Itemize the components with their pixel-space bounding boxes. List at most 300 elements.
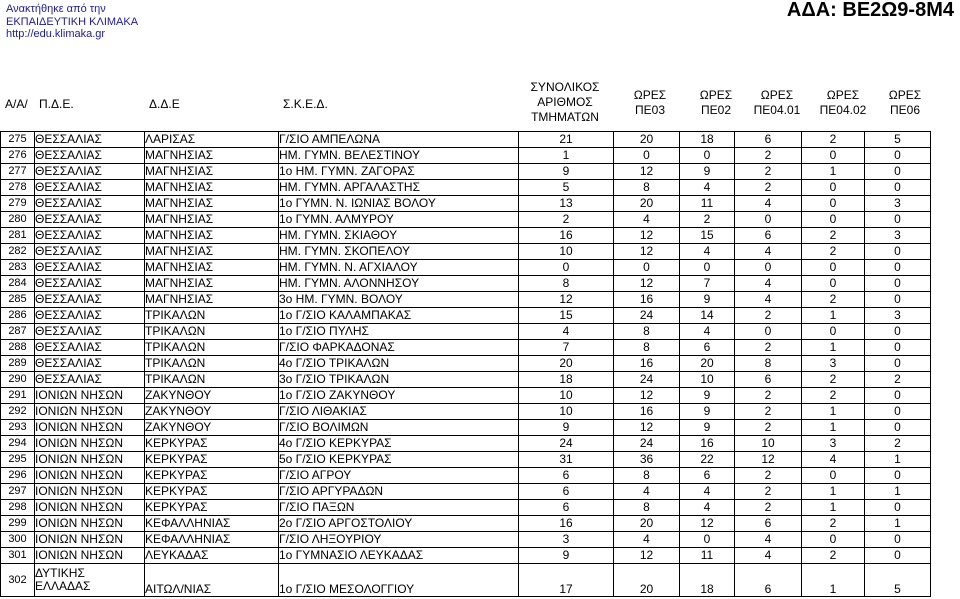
dde-cell: ΤΡΙΚΑΛΩΝ [145, 324, 279, 340]
pe03-cell: 12 [614, 420, 680, 436]
school-cell: 1ο Γ/ΣΙΟ ΖΑΚΥΝΘΟΥ [279, 388, 519, 404]
row-number: 281 [1, 228, 35, 244]
pe0402-cell: 1 [802, 500, 865, 516]
dde-cell: ΖΑΚΥΝΘΟΥ [145, 388, 279, 404]
pe02-cell: 11 [680, 548, 735, 564]
pde-cell: ΘΕΣΣΑΛΙΑΣ [35, 292, 145, 308]
pde-line: ΕΛΛΑΔΑΣ [35, 579, 91, 593]
row-number: 291 [1, 388, 35, 404]
pe02-cell: 4 [680, 484, 735, 500]
table-row [1, 228, 931, 244]
pe02-cell: 9 [680, 388, 735, 404]
pe0402-cell: 4 [802, 452, 865, 468]
pde-cell: ΘΕΣΣΑΛΙΑΣ [35, 356, 145, 372]
pe0401-cell: 2 [735, 500, 802, 516]
total-cell: 10 [519, 404, 614, 420]
pe02-cell: 10 [680, 372, 735, 388]
pe06-cell: 0 [865, 468, 931, 484]
total-cell: 2 [519, 212, 614, 228]
table-row [1, 212, 931, 228]
pe02-cell: 9 [680, 404, 735, 420]
pe02-cell: 12 [680, 516, 735, 532]
pe02-cell: 18 [680, 132, 735, 148]
header-label: ΩΡΕΣ [826, 88, 860, 102]
total-cell: 10 [519, 388, 614, 404]
watermark-line: ΕΚΠΑΙΔΕΥΤΙΚΗ ΚΛΙΜΑΚΑ [6, 15, 139, 28]
total-cell: 1 [519, 148, 614, 164]
dde-cell: ΚΕΡΚΥΡΑΣ [145, 484, 279, 500]
total-cell: 9 [519, 548, 614, 564]
school-cell: Γ/ΣΙΟ ΛΙΘΑΚΙΑΣ [279, 404, 519, 420]
total-cell: 17 [519, 564, 614, 597]
row-number: 288 [1, 340, 35, 356]
total-cell: 4 [519, 324, 614, 340]
pe0401-cell: 4 [735, 532, 802, 548]
pe0402-cell: 0 [802, 468, 865, 484]
pe0401-cell: 2 [735, 148, 802, 164]
table-row [1, 564, 931, 597]
pe0402-cell: 1 [802, 484, 865, 500]
total-cell: 18 [519, 372, 614, 388]
pe02-cell: 20 [680, 356, 735, 372]
dde-cell: ΚΕΦΑΛΛΗΝΙΑΣ [145, 516, 279, 532]
table-row [1, 276, 931, 292]
pe03-cell: 12 [614, 244, 680, 260]
pe02-cell: 2 [680, 212, 735, 228]
table-row [1, 340, 931, 356]
pe0401-cell: 2 [735, 388, 802, 404]
header-pe0401 [748, 88, 806, 118]
pe0401-cell: 2 [735, 404, 802, 420]
school-cell: Γ/ΣΙΟ ΑΡΓΥΡΑΔΩΝ [279, 484, 519, 500]
row-number: 287 [1, 324, 35, 340]
pe06-cell: 0 [865, 148, 931, 164]
pe0401-cell: 0 [735, 324, 802, 340]
pe03-cell: 16 [614, 404, 680, 420]
pde-cell: ΙΟΝΙΩΝ ΝΗΣΩΝ [35, 436, 145, 452]
pde-cell: ΙΟΝΙΩΝ ΝΗΣΩΝ [35, 468, 145, 484]
pe06-cell: 1 [865, 516, 931, 532]
pe0402-cell: 0 [802, 276, 865, 292]
school-cell: ΗΜ. ΓΥΜΝ. ΣΚΙΑΘΟΥ [279, 228, 519, 244]
header-dde: Δ.Δ.Ε [149, 97, 180, 111]
row-number: 279 [1, 196, 35, 212]
total-cell: 20 [519, 356, 614, 372]
dde-cell: ΜΑΓΝΗΣΙΑΣ [145, 196, 279, 212]
pe06-cell: 2 [865, 372, 931, 388]
header-total-line: ΤΜΗΜΑΤΩΝ [531, 110, 599, 124]
dde-cell: ΜΑΓΝΗΣΙΑΣ [145, 228, 279, 244]
pe0401-cell: 6 [735, 516, 802, 532]
pe06-cell: 0 [865, 260, 931, 276]
pde-cell: ΘΕΣΣΑΛΙΑΣ [35, 308, 145, 324]
pe0401-cell: 2 [735, 420, 802, 436]
school-cell: 4ο Γ/ΣΙΟ ΤΡΙΚΑΛΩΝ [279, 356, 519, 372]
dde-cell: ΜΑΓΝΗΣΙΑΣ [145, 212, 279, 228]
pe03-cell: 0 [614, 148, 680, 164]
total-cell: 9 [519, 420, 614, 436]
row-number: 295 [1, 452, 35, 468]
table-row [1, 244, 931, 260]
row-number: 297 [1, 484, 35, 500]
pe0402-cell: 0 [802, 180, 865, 196]
total-cell: 5 [519, 180, 614, 196]
dde-cell: ΤΡΙΚΑΛΩΝ [145, 356, 279, 372]
total-cell: 7 [519, 340, 614, 356]
table-row [1, 468, 931, 484]
watermark-link[interactable]: http://edu.klimaka.gr [6, 28, 106, 40]
row-number: 276 [1, 148, 35, 164]
pe06-cell: 0 [865, 420, 931, 436]
school-cell: 4ο Γ/ΣΙΟ ΚΕΡΚΥΡΑΣ [279, 436, 519, 452]
pe06-cell: 5 [865, 132, 931, 148]
dde-cell: ΤΡΙΚΑΛΩΝ [145, 308, 279, 324]
header-pde: Π.Δ.Ε. [39, 97, 74, 111]
school-cell: Γ/ΣΙΟ ΦΑΡΚΑΔΟΝΑΣ [279, 340, 519, 356]
header-label: ΠΕ03 [634, 103, 666, 117]
pe06-cell: 0 [865, 388, 931, 404]
school-cell: 1ο ΓΥΜΝ. ΑΛΜΥΡΟΥ [279, 212, 519, 228]
table-row [1, 500, 931, 516]
pe0402-cell: 1 [802, 420, 865, 436]
school-cell: ΗΜ. ΓΥΜΝ. ΑΡΓΑΛΑΣΤΗΣ [279, 180, 519, 196]
pe0401-cell: 4 [735, 276, 802, 292]
header-label: ΩΡΕΣ [633, 88, 667, 102]
pe06-cell: 3 [865, 308, 931, 324]
header-total-line: ΑΡΙΘΜΟΣ [537, 95, 593, 109]
pe02-cell: 11 [680, 196, 735, 212]
pe02-cell: 0 [680, 148, 735, 164]
pe02-cell: 0 [680, 532, 735, 548]
header-label: ΠΕ04.01 [753, 103, 801, 117]
dde-cell: ΜΑΓΝΗΣΙΑΣ [145, 292, 279, 308]
pe0401-cell: 6 [735, 372, 802, 388]
pe0402-cell: 1 [802, 404, 865, 420]
row-number: 284 [1, 276, 35, 292]
pe0402-cell: 3 [802, 436, 865, 452]
pe02-cell: 7 [680, 276, 735, 292]
pe02-cell: 0 [680, 260, 735, 276]
header-aa: Α/Α/ [5, 97, 28, 111]
pe03-cell: 16 [614, 292, 680, 308]
pe03-cell: 24 [614, 372, 680, 388]
header-label: ΩΡΕΣ [699, 88, 733, 102]
table-row [1, 420, 931, 436]
table-row [1, 180, 931, 196]
pe06-cell: 0 [865, 356, 931, 372]
row-number: 280 [1, 212, 35, 228]
pe02-cell: 22 [680, 452, 735, 468]
pe02-cell: 6 [680, 468, 735, 484]
header-pe03 [625, 88, 675, 118]
pe06-cell: 3 [865, 196, 931, 212]
dde-cell: ΜΑΓΝΗΣΙΑΣ [145, 164, 279, 180]
table-row [1, 436, 931, 452]
pde-cell: ΘΕΣΣΑΛΙΑΣ [35, 196, 145, 212]
pe03-cell: 4 [614, 484, 680, 500]
pde-cell: ΙΟΝΙΩΝ ΝΗΣΩΝ [35, 420, 145, 436]
pe0401-cell: 10 [735, 436, 802, 452]
row-number: 301 [1, 548, 35, 564]
pe0401-cell: 2 [735, 308, 802, 324]
pde-cell [35, 564, 145, 597]
total-cell: 15 [519, 308, 614, 324]
pe06-cell: 0 [865, 164, 931, 180]
pe0401-cell: 2 [735, 164, 802, 180]
pe03-cell: 20 [614, 516, 680, 532]
pe06-cell: 0 [865, 244, 931, 260]
dde-cell: ΖΑΚΥΝΘΟΥ [145, 420, 279, 436]
pde-cell: ΘΕΣΣΑΛΙΑΣ [35, 132, 145, 148]
pe0402-cell: 2 [802, 292, 865, 308]
pe03-cell: 12 [614, 548, 680, 564]
pe0402-cell: 0 [802, 260, 865, 276]
row-number: 296 [1, 468, 35, 484]
dde-cell: ΜΑΓΝΗΣΙΑΣ [145, 260, 279, 276]
pde-cell: ΙΟΝΙΩΝ ΝΗΣΩΝ [35, 452, 145, 468]
pe0402-cell: 2 [802, 132, 865, 148]
dde-cell: ΤΡΙΚΑΛΩΝ [145, 372, 279, 388]
dde-cell: ΑΙΤΩΛ/ΝΙΑΣ [145, 564, 279, 597]
pde-cell: ΘΕΣΣΑΛΙΑΣ [35, 180, 145, 196]
pe03-cell: 8 [614, 500, 680, 516]
pde-cell: ΙΟΝΙΩΝ ΝΗΣΩΝ [35, 484, 145, 500]
dde-cell: ΜΑΓΝΗΣΙΑΣ [145, 148, 279, 164]
pe0402-cell: 3 [802, 356, 865, 372]
table-row [1, 388, 931, 404]
school-cell: Γ/ΣΙΟ ΒΟΛΙΜΩΝ [279, 420, 519, 436]
pe03-cell: 8 [614, 468, 680, 484]
pe02-cell: 9 [680, 420, 735, 436]
table-row [1, 164, 931, 180]
pe0401-cell: 4 [735, 548, 802, 564]
dde-cell: ΚΕΡΚΥΡΑΣ [145, 436, 279, 452]
dde-cell: ΤΡΙΚΑΛΩΝ [145, 340, 279, 356]
dde-cell: ΜΑΓΝΗΣΙΑΣ [145, 276, 279, 292]
pde-cell: ΘΕΣΣΑΛΙΑΣ [35, 276, 145, 292]
school-cell: 3ο Γ/ΣΙΟ ΤΡΙΚΑΛΩΝ [279, 372, 519, 388]
pde-cell: ΙΟΝΙΩΝ ΝΗΣΩΝ [35, 516, 145, 532]
dde-cell: ΚΕΡΚΥΡΑΣ [145, 468, 279, 484]
pe06-cell: 0 [865, 548, 931, 564]
pde-cell: ΙΟΝΙΩΝ ΝΗΣΩΝ [35, 532, 145, 548]
table-row [1, 292, 931, 308]
pe0402-cell: 2 [802, 388, 865, 404]
pde-line: ΔΥΤΙΚΗΣ [35, 566, 85, 580]
table-row [1, 372, 931, 388]
table-row [1, 132, 931, 148]
school-cell: Γ/ΣΙΟ ΑΓΡΟΥ [279, 468, 519, 484]
school-cell: 1ο ΓΥΜΝ. Ν. ΙΩΝΙΑΣ ΒΟΛΟΥ [279, 196, 519, 212]
header-label: ΩΡΕΣ [888, 88, 922, 102]
pe03-cell: 36 [614, 452, 680, 468]
pe0402-cell: 1 [802, 340, 865, 356]
pe06-cell: 3 [865, 228, 931, 244]
pde-cell: ΘΕΣΣΑΛΙΑΣ [35, 244, 145, 260]
pe02-cell: 14 [680, 308, 735, 324]
pe0402-cell: 0 [802, 196, 865, 212]
pe0401-cell: 6 [735, 228, 802, 244]
pde-cell: ΘΕΣΣΑΛΙΑΣ [35, 260, 145, 276]
pe03-cell: 4 [614, 532, 680, 548]
school-cell: ΗΜ. ΓΥΜΝ. Ν. ΑΓΧΙΑΛΟΥ [279, 260, 519, 276]
pe03-cell: 12 [614, 276, 680, 292]
pe06-cell: 2 [865, 436, 931, 452]
pe0402-cell: 1 [802, 308, 865, 324]
watermark-block [6, 3, 138, 41]
pe02-cell: 4 [680, 180, 735, 196]
pe0402-cell: 2 [802, 244, 865, 260]
pde-cell: ΘΕΣΣΑΛΙΑΣ [35, 228, 145, 244]
school-cell: ΗΜ. ΓΥΜΝ. ΣΚΟΠΕΛΟΥ [279, 244, 519, 260]
row-number: 292 [1, 404, 35, 420]
row-number: 294 [1, 436, 35, 452]
table-row [1, 308, 931, 324]
pe0402-cell: 2 [802, 228, 865, 244]
schools-table [0, 131, 931, 597]
total-cell: 9 [519, 164, 614, 180]
school-cell: 2ο Γ/ΣΙΟ ΑΡΓΟΣΤΟΛΙΟΥ [279, 516, 519, 532]
total-cell: 6 [519, 500, 614, 516]
row-number: 293 [1, 420, 35, 436]
pe0402-cell: 2 [802, 372, 865, 388]
pe06-cell: 0 [865, 212, 931, 228]
pe0401-cell: 8 [735, 356, 802, 372]
table-row [1, 356, 931, 372]
dde-cell: ΚΕΡΚΥΡΑΣ [145, 500, 279, 516]
row-number: 275 [1, 132, 35, 148]
pe03-cell: 12 [614, 228, 680, 244]
pe0401-cell: 4 [735, 292, 802, 308]
pe0401-cell: 2 [735, 340, 802, 356]
row-number: 285 [1, 292, 35, 308]
school-cell: 1ο Γ/ΣΙΟ ΜΕΣΟΛΟΓΓΙΟΥ [279, 564, 519, 597]
pe06-cell: 0 [865, 532, 931, 548]
pe06-cell: 0 [865, 340, 931, 356]
pe03-cell: 24 [614, 308, 680, 324]
pe03-cell: 0 [614, 260, 680, 276]
row-number: 289 [1, 356, 35, 372]
pde-cell: ΘΕΣΣΑΛΙΑΣ [35, 372, 145, 388]
row-number: 277 [1, 164, 35, 180]
pde-cell: ΘΕΣΣΑΛΙΑΣ [35, 164, 145, 180]
total-cell: 6 [519, 484, 614, 500]
table-header [0, 72, 960, 124]
pe0401-cell: 12 [735, 452, 802, 468]
header-pe02 [691, 88, 741, 118]
total-cell: 24 [519, 436, 614, 452]
total-cell: 16 [519, 516, 614, 532]
pe02-cell: 9 [680, 164, 735, 180]
dde-cell: ΛΕΥΚΑΔΑΣ [145, 548, 279, 564]
row-number: 290 [1, 372, 35, 388]
pe06-cell: 0 [865, 324, 931, 340]
pe0402-cell: 2 [802, 548, 865, 564]
pde-cell: ΘΕΣΣΑΛΙΑΣ [35, 148, 145, 164]
pe0401-cell: 4 [735, 196, 802, 212]
pe0401-cell: 6 [735, 564, 802, 597]
pe06-cell: 1 [865, 452, 931, 468]
pe0402-cell: 0 [802, 212, 865, 228]
dde-cell: ΜΑΓΝΗΣΙΑΣ [145, 244, 279, 260]
pe06-cell: 0 [865, 276, 931, 292]
pde-cell: ΙΟΝΙΩΝ ΝΗΣΩΝ [35, 404, 145, 420]
pe02-cell: 18 [680, 564, 735, 597]
pe02-cell: 9 [680, 292, 735, 308]
school-cell: 1ο Γ/ΣΙΟ ΠΥΛΗΣ [279, 324, 519, 340]
pde-cell: ΙΟΝΙΩΝ ΝΗΣΩΝ [35, 500, 145, 516]
pe03-cell: 8 [614, 324, 680, 340]
pe0402-cell: 0 [802, 148, 865, 164]
header-label: ΠΕ04.02 [819, 103, 867, 117]
row-number: 278 [1, 180, 35, 196]
pe0402-cell: 0 [802, 532, 865, 548]
total-cell: 10 [519, 244, 614, 260]
pde-cell: ΘΕΣΣΑΛΙΑΣ [35, 340, 145, 356]
table-row [1, 260, 931, 276]
header-label: ΠΕ02 [700, 103, 732, 117]
dde-cell: ΚΕΡΚΥΡΑΣ [145, 452, 279, 468]
pe0402-cell: 1 [802, 564, 865, 597]
header-total [520, 80, 610, 125]
pde-cell: ΙΟΝΙΩΝ ΝΗΣΩΝ [35, 388, 145, 404]
pe03-cell: 8 [614, 180, 680, 196]
dde-cell: ΜΑΓΝΗΣΙΑΣ [145, 180, 279, 196]
pe06-cell: 5 [865, 564, 931, 597]
header-total-line: ΣΥΝΟΛΙΚΟΣ [530, 80, 600, 94]
school-cell: 5ο Γ/ΣΙΟ ΚΕΡΚΥΡΑΣ [279, 452, 519, 468]
school-cell: 1ο Γ/ΣΙΟ ΚΑΛΑΜΠΑΚΑΣ [279, 308, 519, 324]
pde-cell: ΙΟΝΙΩΝ ΝΗΣΩΝ [35, 548, 145, 564]
pe03-cell: 12 [614, 164, 680, 180]
dde-cell: ΚΕΦΑΛΛΗΝΙΑΣ [145, 532, 279, 548]
pde-cell: ΘΕΣΣΑΛΙΑΣ [35, 324, 145, 340]
pe0401-cell: 2 [735, 484, 802, 500]
school-cell: 1ο ΓΥΜΝΑΣΙΟ ΛΕΥΚΑΔΑΣ [279, 548, 519, 564]
table-row [1, 452, 931, 468]
header-label: ΩΡΕΣ [760, 88, 794, 102]
pe03-cell: 20 [614, 564, 680, 597]
dde-cell: ΛΑΡΙΣΑΣ [145, 132, 279, 148]
table-row [1, 324, 931, 340]
total-cell: 21 [519, 132, 614, 148]
pde-cell: ΘΕΣΣΑΛΙΑΣ [35, 212, 145, 228]
total-cell: 12 [519, 292, 614, 308]
table-row [1, 548, 931, 564]
pe0401-cell: 4 [735, 244, 802, 260]
watermark-line: Ανακτήθηκε από την [6, 3, 106, 15]
row-number: 300 [1, 532, 35, 548]
total-cell: 8 [519, 276, 614, 292]
pe0402-cell: 2 [802, 516, 865, 532]
header-pe06 [880, 88, 930, 118]
pe0402-cell: 0 [802, 324, 865, 340]
row-number: 282 [1, 244, 35, 260]
dde-cell: ΖΑΚΥΝΘΟΥ [145, 404, 279, 420]
pe0401-cell: 2 [735, 468, 802, 484]
row-number: 286 [1, 308, 35, 324]
total-cell: 3 [519, 532, 614, 548]
total-cell: 6 [519, 468, 614, 484]
pe03-cell: 12 [614, 388, 680, 404]
pe02-cell: 15 [680, 228, 735, 244]
table-row [1, 196, 931, 212]
pe06-cell: 1 [865, 484, 931, 500]
pe06-cell: 0 [865, 500, 931, 516]
pe03-cell: 8 [614, 340, 680, 356]
school-cell: Γ/ΣΙΟ ΠΑΞΩΝ [279, 500, 519, 516]
pe06-cell: 0 [865, 404, 931, 420]
